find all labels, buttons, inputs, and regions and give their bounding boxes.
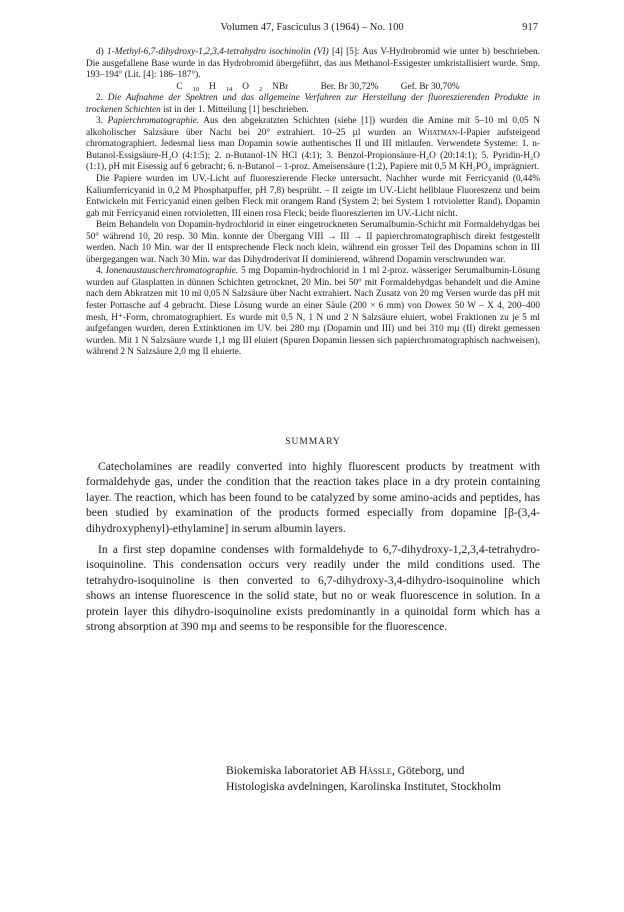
summary-paragraph-1: Catecholamines are readily converted into highly fluorescent products by treatment with formaldehyde gas, under the condition that the reaction takes place in a dry protein containing layer. The reaction, which has been found to be catalyzed by some amino-acids and peptides, has been studied by examination of the products formed especially from dopamine [β-(3,4-dihydroxyphenyl)-ethylamine] in serum albumin layers. (86, 460, 540, 535)
summary-section (86, 459, 540, 634)
section-title: Papierchromatographie. (107, 116, 200, 127)
summary-heading: SUMMARY (285, 437, 341, 447)
paragraph-text: ist in der 1. Mitteilung [1] beschrieben. (160, 104, 309, 115)
paragraph-4 (86, 266, 540, 358)
elemental-analysis (86, 82, 540, 94)
running-header (86, 22, 538, 36)
experimental-section (86, 47, 540, 359)
paragraph-3b: Die Papiere wurden im UV.-Licht auf fluoreszierende Flecke untersucht. Nachher wurde mit Ferricyanid (0,44% Kaliumferricyanid in 0,2 M Phosphatpuffer, pH 7,8) besprüht. – II zeigte im UV.-Licht hellblaue Fluoreszenz und beim Entwickeln mit Ferricyanid einen gelben Fleck mit orangem Rand (System 2; bei System 1 rotvioletter Rand). Dopamin gab mit Ferricyanid einen rotvioletten, III einen rosa Fleck; beide fluoreszierten im UV.-Licht nicht. (86, 174, 540, 219)
whatman-name: Whatman (418, 127, 458, 138)
paragraph-text: Aus den abgekratzten Schichten (siehe [1]) wurden die Amine mit 5–10 ml 0,05 N alkoholischer Salzsäure über Nacht bei 20° extrahiert. 10–25 µl wurden an (86, 116, 541, 138)
paragraph-d (86, 47, 540, 82)
section-title: Ionenaustauscherchromatographie. (105, 266, 239, 277)
item-label: 2. (96, 93, 108, 104)
paragraph-text: -I-Papier aufsteigend chromatographiert. Jedesmal liess man Dopamin sowie authentisches II und III mitlaufen. Verwendete Systeme: 1. n-Butanol-Essigsäure-H₂O (4:1:5); 2. n-Butanol-1N HCl (4:1); 3. Benzol-Propionsäure-H₂O (20:14:1); 5. Pyridin-H₂O (1:1), pH mit Eisessig auf 6 gebracht; 6. n-Butanol – 1-proz. Ameisensäure (1:2), Papiere mit 0,5 M KH₂PO₄ imprägniert. (86, 127, 540, 173)
affiliation (226, 763, 556, 795)
section-title: Die Aufnahme der Spektren und das allgemeine Verfahren zur Herstellung der fluoreszierenden Produkte in trockenen Schichten (86, 93, 541, 115)
running-title: Volumen 47, Fasciculus 3 (1964) – No. 100 (220, 22, 404, 33)
page-number: 917 (522, 22, 538, 33)
summary-paragraph-2: In a first step dopamine condenses with formaldehyde to 6,7-dihydroxy-1,2,3,4-tetrahydro-isoquinoline. This condensation occurs very readily under the mild conditions used. The tetrahydro-isoquinoline is then converted to 6,7-dihydroxy-3,4-dihydro-isoquinoline which shows an intense fluorescence in the solid state, but no or weak fluorescence in solution. In a protein layer this dihydro-isoquinoline exists predominantly in a quinoidal form which has a strong absorption at 390 mµ and seems to be responsible for the fluorescence. (86, 543, 540, 634)
molecular-formula: C $_{10}$ H $_{14}$ O $_2$ NBr (176, 81, 289, 93)
paragraph-text: 5 mg Dopamin-hydrochlorid in 1 ml 2-proz. wässeriger Serumalbumin-Lösung wurden auf Glasplatten in dünnen Schichten getrocknet, 20 Min. bei 50° mit Formaldehydgas behandelt und die Amine nach dem Abkratzen mit 10 ml 0,05 N Salzsäure über Nacht extrahiert. Nach Zusatz von 20 mg Versen wurde das pH mit fester Pottasche auf 4 gebracht. Diese Lösung wurde an einer Säule (200 × 6 mm) von Dowex 50 W – X 4, 200–400 mesh, H⁺-Form, chromatographiert. Es wurde mit 0,5 N, 1 N und 2 N Salzsäure eluiert, wobei Fraktionen zu je 5 ml aufgefangen wurden, deren Extinktionen im UV. bei 280 mµ (Dopamin und III) und bei 310 mµ (II) direkt gemessen wurden. Mit 1 N Salzsäure wurde 1,1 mg III eluiert (Spuren Dopamin liessen sich papierchromatographisch nachweisen), während 2 N Salzsäure 2,0 mg II eluierte. (86, 266, 540, 358)
found-value: Gef. Br 30,70% (400, 81, 460, 92)
affiliation-line-2: Histologiska avdelningen, Karolinska Institutet, Stockholm (226, 780, 501, 793)
paragraph-3c: Beim Behandeln von Dopamin-hydrochlorid in einer eingetrockneten Serumalbumin-Schicht mit Formaldehydgas bei 50° während 10, 20 resp. 30 Min. konnte der Übergang VIII → III → II papierchromatographisch direkt festgestellt werden. Nach 10 Min. war der II entsprechende Fleck noch klein, während ein grosser Teil des Dopamins schon in III übergegangen war. Nach 30 Min. war das Dihydroderivat II dominierend, während Dopamin verschwunden war. (86, 220, 540, 265)
company-name: Hässle (358, 764, 392, 777)
item-label: 4. (96, 266, 106, 277)
item-label: 3. (96, 116, 108, 127)
paragraph-text: [4] [5]: Aus V-Hydrobromid wie unter b) beschrieben. Die ausgefallene Base wurde in das Hydrobromid übergeführt, das aus Methanol-Essigester umkristallisiert wurde. Smp. 193–194° (Lit. [4]: 186–187°). (86, 47, 540, 81)
calculated-value: Ber. Br 30,72% (320, 81, 379, 92)
paragraph-2 (86, 93, 540, 116)
item-label: d) (96, 47, 108, 57)
paragraph-3 (86, 116, 540, 174)
affiliation-line-1: Biokemiska laboratoriet AB Hässle, Göteborg, und (226, 764, 465, 777)
compound-title: 1-Methyl-6,7-dihydroxy-1,2,3,4-tetrahydro isochinolin (VI) (107, 47, 329, 57)
